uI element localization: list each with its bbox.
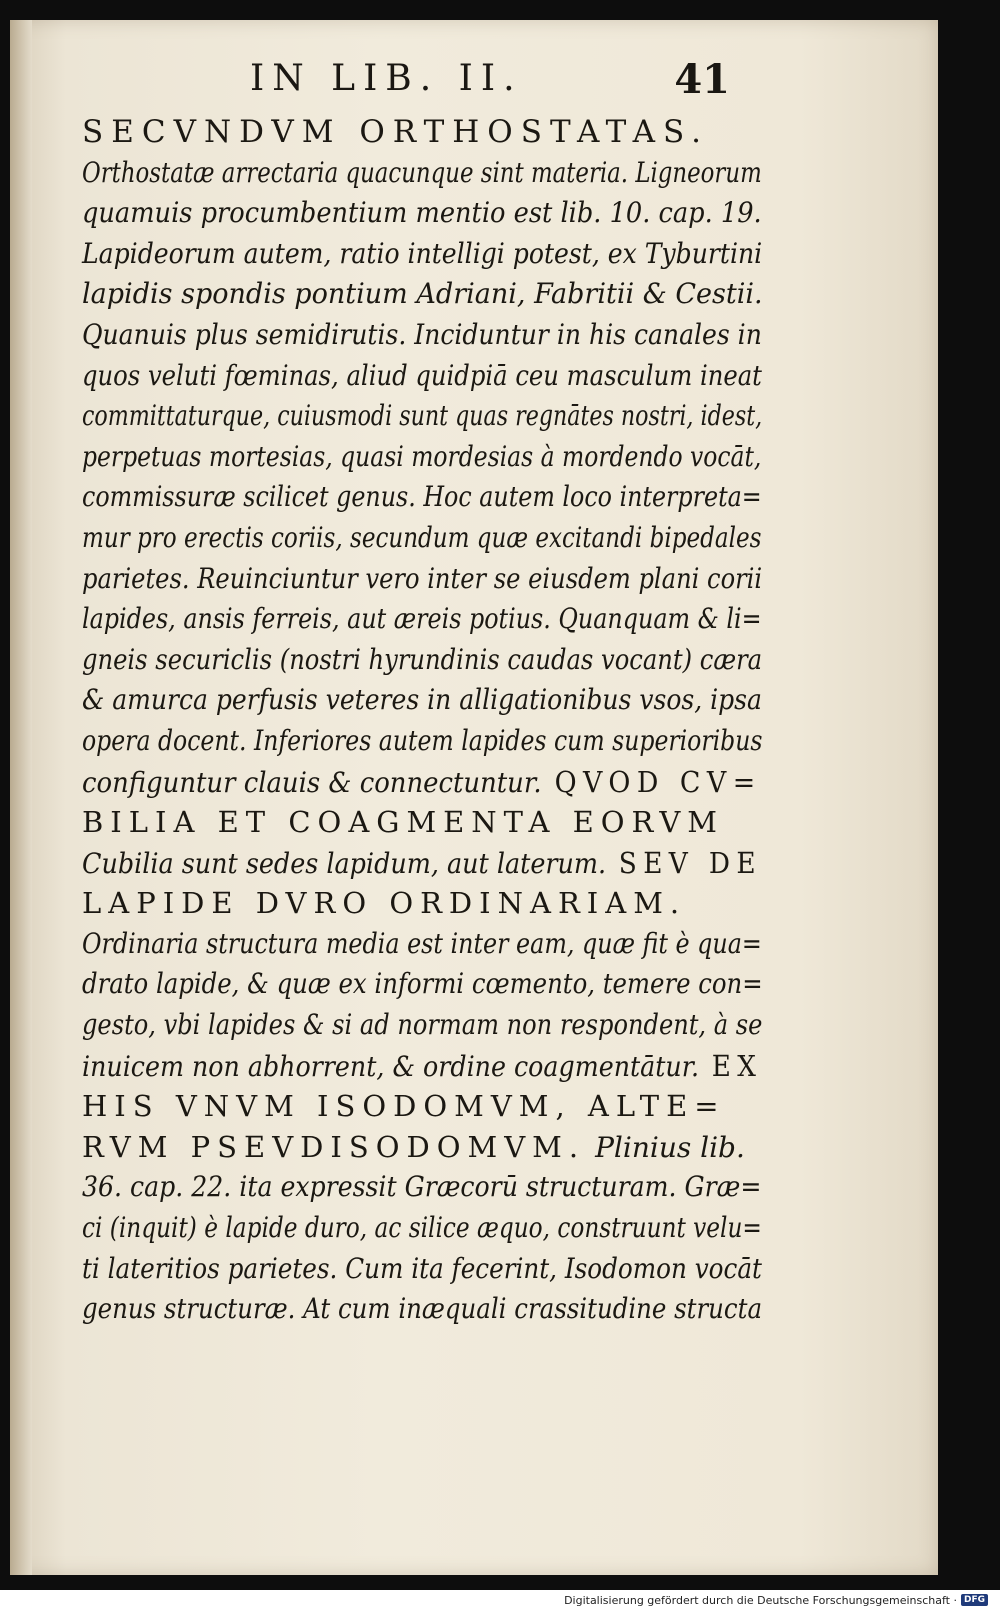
- text-line: [82, 1046, 763, 1087]
- credit-text: Digitalisierung gefördert durch die Deutsche Forschungsgemeinschaft ·: [564, 1593, 957, 1607]
- page-gutter-shadow: [10, 20, 32, 1575]
- text-line: [82, 1127, 762, 1168]
- text-line: [82, 640, 763, 681]
- text-line: [82, 843, 762, 884]
- line-text: 36. cap. 22. ita expressit Græcorū structuram. Græ=: [82, 1170, 762, 1204]
- line-text: lapidis spondis pontium Adriani, Fabritii & Cestii.: [82, 277, 763, 311]
- line-text: ci (inquit) è lapide duro, ac silice æquo, construunt velu=: [82, 1211, 762, 1245]
- text-line: [82, 518, 762, 559]
- text-line: [82, 599, 762, 640]
- line-text: Ordinaria structura media est inter eam, quæ fit è qua=: [82, 926, 762, 960]
- line-text: gneis securiclis (nostri hyrundinis caudas vocant) cæra: [82, 642, 763, 676]
- text-line: [82, 356, 762, 397]
- text-line: [82, 1167, 762, 1208]
- text-line: [82, 559, 763, 600]
- text-line: [82, 1208, 762, 1249]
- line-text: lapides, ansis ferreis, aut æreis potius. Quanquam & li=: [82, 602, 762, 636]
- text-line: [82, 924, 762, 965]
- running-head: IN LIB. II.: [250, 58, 523, 99]
- text-line: [82, 234, 763, 275]
- text-line: [82, 1289, 763, 1330]
- line-text: gesto, vbi lapides & si ad normam non respondent, à se: [82, 1008, 763, 1042]
- line-text: opera docent. Inferiores autem lapides cum superioribus: [82, 723, 763, 757]
- line-text: quamuis procumbentium mentio est lib. 10. cap. 19.: [82, 196, 762, 230]
- line-text: RVM PSEVDISODOMVM.: [82, 1129, 586, 1164]
- line-text: & amurca perfusis veteres in alligationibus vsos, ipsa: [82, 683, 762, 717]
- text-line: [82, 1086, 762, 1127]
- text-line: [82, 315, 762, 356]
- digitization-credit: [564, 1592, 988, 1608]
- text-line: [82, 802, 762, 843]
- text-line: [82, 721, 763, 762]
- line-text: Quanuis plus semidirutis. Inciduntur in his canales in: [82, 317, 762, 351]
- line-text: configuntur clauis & connectuntur.: [82, 765, 542, 799]
- line-text: Lapideorum autem, ratio intelligi potest, ex Tyburtini: [82, 236, 763, 270]
- line-text: inuicem non abhorrent, & ordine coagmentātur.: [82, 1049, 700, 1083]
- line-text: committaturque, cuiusmodi sunt quas regnātes nostri, idest,: [82, 399, 763, 433]
- text-line: [82, 193, 762, 234]
- line-text: drato lapide, & quæ ex informi cœmento, temere con=: [82, 967, 763, 1001]
- text-line: [82, 883, 762, 924]
- line-text: BILIA ET COAGMENTA EORVM: [82, 805, 724, 840]
- line-text: LAPIDE DVRO ORDINARIAM.: [82, 886, 687, 921]
- line-text: ti lateritios parietes. Cum ita fecerint, Isodomon vocāt: [82, 1251, 762, 1285]
- page-number: 41: [674, 56, 730, 103]
- line-citation-run: Plinius lib.: [595, 1130, 745, 1164]
- line-text: Orthostatæ arrectaria quacunque sint materia. Ligneorum: [82, 155, 762, 189]
- page-header: [250, 58, 730, 104]
- text-line: [82, 1249, 762, 1290]
- text-line: [82, 274, 763, 315]
- line-text: HIS VNVM ISODOMVM, ALTE=: [82, 1089, 726, 1124]
- line-text: parietes. Reuinciuntur vero inter se eiusdem plani corii: [82, 561, 763, 595]
- text-line: [82, 396, 763, 437]
- line-heading-run: SEV DE: [618, 845, 762, 880]
- body-text: [82, 112, 762, 1330]
- dfg-logo: DFG: [961, 1594, 988, 1606]
- text-line: [82, 762, 762, 803]
- line-heading-run: EX: [711, 1048, 763, 1083]
- text-line: [82, 437, 762, 478]
- text-line: [82, 680, 762, 721]
- line-text: perpetuas mortesias, quasi mordesias à mordendo vocāt,: [82, 439, 762, 473]
- line-text: genus structuræ. At cum inæquali crassitudine structa: [82, 1292, 763, 1326]
- text-line: [82, 153, 762, 194]
- text-line: [82, 112, 762, 153]
- line-text: commissuræ scilicet genus. Hoc autem loco interpreta=: [82, 480, 762, 514]
- text-line: [82, 964, 763, 1005]
- line-heading-run: QVOD CV=: [554, 764, 762, 799]
- book-page: [10, 20, 938, 1575]
- line-text: SECVNDVM ORTHOSTATAS.: [82, 114, 709, 150]
- line-text: mur pro erectis coriis, secundum quæ excitandi bipedales: [82, 520, 762, 554]
- text-line: [82, 477, 762, 518]
- line-text: quos veluti fœminas, aliud quidpiā ceu masculum ineat: [82, 358, 762, 392]
- line-text: Cubilia sunt sedes lapidum, aut laterum.: [82, 846, 607, 880]
- text-line: [82, 1005, 763, 1046]
